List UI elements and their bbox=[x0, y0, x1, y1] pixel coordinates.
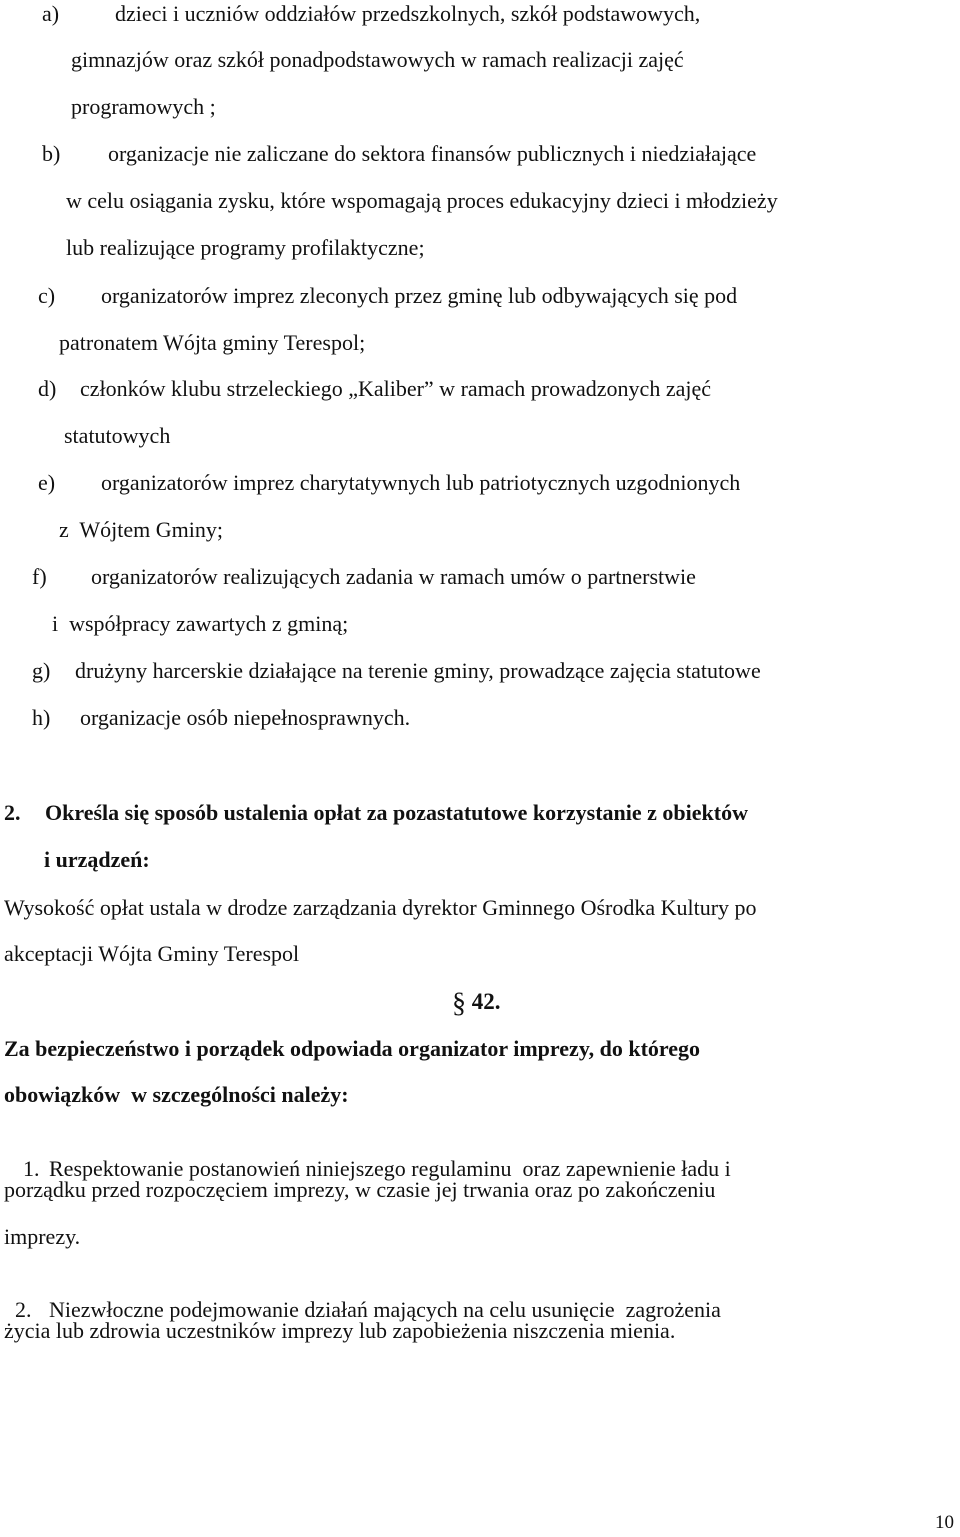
section-title bbox=[452, 988, 501, 1019]
section-symbol: § bbox=[452, 988, 466, 1019]
list-item-c-label: c) bbox=[38, 283, 56, 308]
list-item-a-line1 bbox=[42, 1, 700, 27]
page-number: 10 bbox=[935, 1512, 954, 1533]
list-item-b-text-line1: organizacje nie zaliczane do sektora finansów publicznych i niedziałające bbox=[108, 141, 757, 166]
section-item-1-number: 1. bbox=[23, 1156, 40, 1181]
list-item-a-text-line1: dzieci i uczniów oddziałów przedszkolnych, szkół podstawowych, bbox=[115, 1, 701, 26]
list-item-e-line1 bbox=[38, 470, 740, 496]
point2-body-line1: Wysokość opłat ustala w drodze zarządzania dyrektor Gminnego Ośrodka Kultury po bbox=[4, 895, 757, 920]
list-item-d-label: d) bbox=[38, 376, 57, 401]
list-item-d-line1 bbox=[38, 376, 711, 402]
list-item-h-text-line1: organizacje osób niepełnosprawnych. bbox=[80, 705, 411, 730]
point2-heading-line1 bbox=[4, 800, 748, 826]
list-item-b-line1 bbox=[42, 141, 756, 167]
list-item-f-text-line2: i współpracy zawartych z gminą; bbox=[52, 611, 349, 636]
point2-number: 2. bbox=[4, 800, 21, 825]
section-item-1-text-line2: porządku przed rozpoczęciem imprezy, w czasie jej trwania oraz po zakończeniu bbox=[4, 1177, 716, 1202]
section-item-2-line1 bbox=[4, 1271, 721, 1323]
list-item-h-label: h) bbox=[32, 705, 51, 730]
list-item-g-label: g) bbox=[32, 658, 51, 683]
list-item-e-label: e) bbox=[38, 470, 56, 495]
section-item-1-text-line1: Respektowanie postanowień niniejszego regulaminu oraz zapewnienie ładu i bbox=[49, 1156, 731, 1181]
section-item-1-line1 bbox=[12, 1130, 731, 1182]
point2-heading-line2: i urządzeń: bbox=[44, 847, 150, 872]
list-item-d-text-line1: członków klubu strzeleckiego „Kaliber” w ramach prowadzonych zajęć bbox=[80, 376, 711, 401]
section-heading-line2: obowiązków w szczególności należy: bbox=[4, 1082, 349, 1107]
section-item-2-text-line1: Niezwłoczne podejmowanie działań mających na celu usunięcie zagrożenia bbox=[49, 1297, 721, 1322]
list-item-c-line1 bbox=[38, 283, 737, 309]
list-item-f-text-line1: organizatorów realizujących zadania w ramach umów o partnerstwie bbox=[91, 564, 696, 589]
section-number: 42. bbox=[471, 989, 501, 1014]
list-item-b-label: b) bbox=[42, 141, 61, 166]
list-item-h-line1 bbox=[32, 705, 410, 731]
list-item-c-text-line2: patronatem Wójta gminy Terespol; bbox=[59, 330, 366, 355]
list-item-d-text-line2: statutowych bbox=[64, 423, 171, 448]
list-item-a-text-line2: gimnazjów oraz szkół ponadpodstawowych w ramach realizacji zajęć bbox=[71, 47, 684, 72]
list-item-g-line1 bbox=[32, 658, 761, 684]
list-item-c-text-line1: organizatorów imprez zleconych przez gminę lub odbywających się pod bbox=[101, 283, 738, 308]
list-item-a-label: a) bbox=[42, 1, 60, 26]
section-item-1-text-line3: imprezy. bbox=[4, 1224, 81, 1249]
list-item-f-line1 bbox=[32, 564, 696, 590]
section-heading-line1: Za bezpieczeństwo i porządek odpowiada organizator imprezy, do którego bbox=[4, 1036, 701, 1061]
list-item-b-text-line3: lub realizujące programy profilaktyczne; bbox=[66, 235, 425, 260]
list-item-e-text-line2: z Wójtem Gminy; bbox=[59, 517, 223, 542]
list-item-a-text-line3: programowych ; bbox=[71, 94, 216, 119]
section-item-2-text-line2: życia lub zdrowia uczestników imprezy lub zapobieżenia niszczenia mienia. bbox=[4, 1318, 676, 1343]
list-item-f-label: f) bbox=[32, 564, 47, 589]
list-item-g-text-line1: drużyny harcerskie działające na terenie gminy, prowadzące zajęcia statutowe bbox=[75, 658, 761, 683]
point2-heading-text-line1: Określa się sposób ustalenia opłat za pozastatutowe korzystanie z obiektów bbox=[45, 800, 748, 825]
point2-body-line2: akceptacji Wójta Gminy Terespol bbox=[4, 941, 300, 966]
list-item-b-text-line2: w celu osiągania zysku, które wspomagają proces edukacyjny dzieci i młodzieży bbox=[66, 188, 778, 213]
section-item-2-number: 2. bbox=[15, 1297, 32, 1322]
list-item-e-text-line1: organizatorów imprez charytatywnych lub patriotycznych uzgodnionych bbox=[101, 470, 741, 495]
